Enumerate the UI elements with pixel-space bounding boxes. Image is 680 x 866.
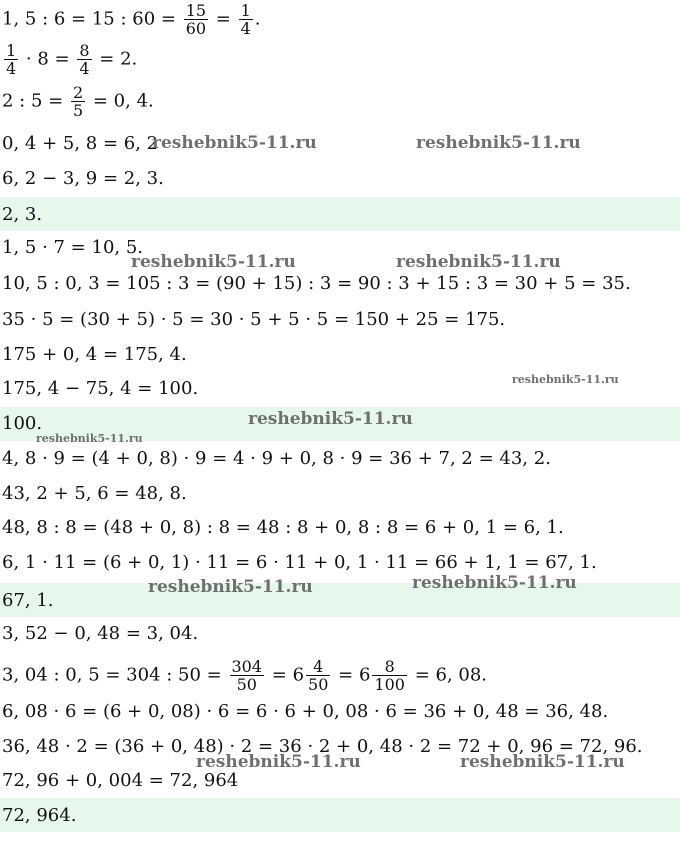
watermark: reshebnik5-11.ru xyxy=(416,133,581,153)
math-line-4: 0, 4 + 5, 8 = 6, 2 xyxy=(2,133,159,154)
watermark: reshebnik5-11.ru xyxy=(460,752,625,772)
answer-band-3 xyxy=(0,583,680,617)
answer-band-1 xyxy=(0,197,680,231)
fraction: $\frac{2}{5}$ xyxy=(72,83,84,120)
watermark: reshebnik5-11.ru xyxy=(152,133,317,153)
math-line-5: 6, 2 − 3, 9 = 2, 3. xyxy=(2,168,164,189)
answer-line-3: 67, 1. xyxy=(2,590,54,611)
math-line-20: 6, 08 · 6 = (6 + 0, 08) · 6 = 6 · 6 + 0, 08 · 6 = 36 + 0, 48 = 36, 48. xyxy=(2,701,609,722)
fraction: $\frac{8}{100}$ xyxy=(374,657,405,694)
watermark: reshebnik5-11.ru xyxy=(131,252,296,272)
watermark: reshebnik5-11.ru xyxy=(196,752,361,772)
fraction: $\frac{304}{50}$ xyxy=(231,657,263,694)
math-line-3: 2 : 5 = $\frac{2}{5}$ = 0, 4. xyxy=(2,83,154,120)
watermark: reshebnik5-11.ru xyxy=(36,432,143,445)
math-line-10: 175 + 0, 4 = 175, 4. xyxy=(2,344,187,365)
answer-line-1: 2, 3. xyxy=(2,204,43,225)
math-line-13: 4, 8 · 9 = (4 + 0, 8) · 9 = 4 · 9 + 0, 8 · 9 = 36 + 7, 2 = 43, 2. xyxy=(2,448,551,469)
watermark: reshebnik5-11.ru xyxy=(396,252,561,272)
watermark: reshebnik5-11.ru xyxy=(248,409,413,429)
math-line-22: 72, 96 + 0, 004 = 72, 964 xyxy=(2,770,239,791)
math-line-15: 48, 8 : 8 = (48 + 0, 8) : 8 = 48 : 8 + 0, 8 : 8 = 6 + 0, 1 = 6, 1. xyxy=(2,517,564,538)
math-line-11: 175, 4 − 75, 4 = 100. xyxy=(2,378,199,399)
watermark: reshebnik5-11.ru xyxy=(512,373,619,386)
watermark: reshebnik5-11.ru xyxy=(148,577,313,597)
fraction: $\frac{1}{4}$ xyxy=(6,41,17,78)
math-line-9: 35 · 5 = (30 + 5) · 5 = 30 · 5 + 5 · 5 = 150 + 25 = 175. xyxy=(2,309,506,330)
answer-line-2: 100. xyxy=(2,413,43,434)
math-line-8: 10, 5 : 0, 3 = 105 : 3 = (90 + 15) : 3 = 90 : 3 + 15 : 3 = 30 + 5 = 35. xyxy=(2,273,631,294)
math-line-19: 3, 04 : 0, 5 = 304 : 50 = $\frac{304}{50}$ = 6 $\frac{4}{50}$ = 6 $\frac{8}{100}$ = 6, 08. xyxy=(2,657,488,694)
answer-band-4 xyxy=(0,798,680,832)
fraction: $\frac{1}{4}$ xyxy=(240,1,251,38)
math-line-1: 1, 5 : 6 = 15 : 60 = $\frac{15}{60}$ = $\frac{1}{4}$ . xyxy=(2,1,261,38)
math-line-7: 1, 5 · 7 = 10, 5. xyxy=(2,237,144,258)
fraction: $\frac{8}{4}$ xyxy=(79,41,90,78)
answer-line-4: 72, 964. xyxy=(2,805,77,826)
fraction: $\frac{4}{50}$ xyxy=(308,657,329,694)
math-line-2: $\frac{1}{4}$ · 8 = $\frac{8}{4}$ = 2. xyxy=(6,41,138,78)
watermark: reshebnik5-11.ru xyxy=(412,573,577,593)
math-line-14: 43, 2 + 5, 6 = 48, 8. xyxy=(2,483,187,504)
fraction: $\frac{15}{60}$ xyxy=(185,1,207,38)
math-line-18: 3, 52 − 0, 48 = 3, 04. xyxy=(2,623,199,644)
math-line-16: 6, 1 · 11 = (6 + 0, 1) · 11 = 6 · 11 + 0, 1 · 11 = 66 + 1, 1 = 67, 1. xyxy=(2,552,597,573)
math-line-21: 36, 48 · 2 = (36 + 0, 48) · 2 = 36 · 2 + 0, 48 · 2 = 72 + 0, 96 = 72, 96. xyxy=(2,736,643,757)
